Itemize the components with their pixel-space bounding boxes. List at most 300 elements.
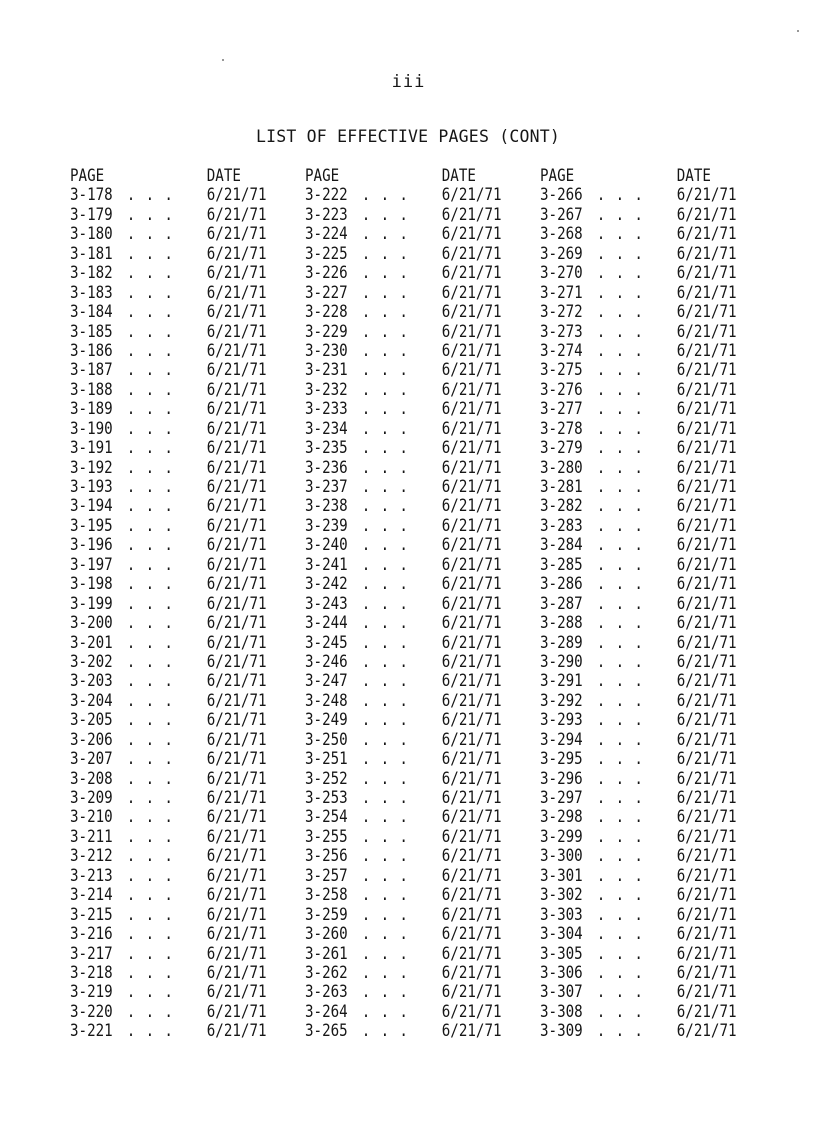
date-cell: 6/21/71 <box>441 554 502 574</box>
leader-dots: . . . <box>126 885 174 905</box>
effective-page-row <box>70 924 285 943</box>
effective-page-row <box>70 263 285 282</box>
date-cell: 6/21/71 <box>676 710 737 730</box>
page-number-cell: 3-257 <box>305 865 348 885</box>
page-number-cell: 3-307 <box>540 982 583 1002</box>
effective-page-row <box>305 691 520 710</box>
date-cell: 6/21/71 <box>441 613 502 633</box>
effective-page-row <box>70 438 285 457</box>
page-number-cell: 3-210 <box>70 807 113 827</box>
leader-dots: . . . <box>361 671 409 691</box>
page-number-cell: 3-216 <box>70 924 113 944</box>
page-number-cell: 3-228 <box>305 302 348 322</box>
date-cell: 6/21/71 <box>676 593 737 613</box>
effective-page-row <box>305 866 520 885</box>
effective-page-row <box>305 516 520 535</box>
page-number-cell: 3-248 <box>305 690 348 710</box>
effective-page-row <box>70 807 285 826</box>
date-cell: 6/21/71 <box>441 651 502 671</box>
page-number-cell: 3-308 <box>540 1001 583 1021</box>
page-number-cell: 3-243 <box>305 593 348 613</box>
leader-dots: . . . <box>361 360 409 380</box>
leader-dots: . . . <box>361 574 409 594</box>
leader-dots: . . . <box>361 807 409 827</box>
effective-page-row <box>305 749 520 768</box>
effective-page-row <box>70 691 285 710</box>
effective-page-row <box>540 341 755 360</box>
effective-page-row <box>70 827 285 846</box>
page-number-cell: 3-217 <box>70 943 113 963</box>
effective-page-row <box>70 185 285 204</box>
effective-page-row <box>540 749 755 768</box>
leader-dots: . . . <box>596 360 644 380</box>
page-number-cell: 3-223 <box>305 204 348 224</box>
date-cell: 6/21/71 <box>676 826 737 846</box>
effective-page-row <box>70 322 285 341</box>
leader-dots: . . . <box>596 768 644 788</box>
leader-dots: . . . <box>596 943 644 963</box>
leader-dots: . . . <box>361 651 409 671</box>
page-number-cell: 3-224 <box>305 224 348 244</box>
effective-page-row <box>540 905 755 924</box>
date-cell: 6/21/71 <box>206 574 267 594</box>
page-number-cell: 3-247 <box>305 671 348 691</box>
page-number-cell: 3-184 <box>70 302 113 322</box>
effective-page-row <box>305 341 520 360</box>
leader-dots: . . . <box>361 768 409 788</box>
leader-dots: . . . <box>126 321 174 341</box>
effective-page-row <box>70 885 285 904</box>
page-number-cell: 3-180 <box>70 224 113 244</box>
effective-page-row <box>540 691 755 710</box>
page-number-cell: 3-214 <box>70 885 113 905</box>
date-cell: 6/21/71 <box>441 924 502 944</box>
leader-dots: . . . <box>361 477 409 496</box>
leader-dots: . . . <box>361 263 409 283</box>
date-cell: 6/21/71 <box>441 904 502 924</box>
date-cell: 6/21/71 <box>441 593 502 613</box>
leader-dots: . . . <box>126 185 174 205</box>
effective-page-row <box>540 807 755 826</box>
effective-page-row <box>540 613 755 632</box>
page-number-cell: 3-233 <box>305 399 348 419</box>
effective-page-row <box>70 652 285 671</box>
column-rows <box>70 185 285 1040</box>
date-cell: 6/21/71 <box>676 729 737 749</box>
leader-dots: . . . <box>361 204 409 224</box>
page-number-cell: 3-296 <box>540 768 583 788</box>
effective-page-row <box>70 283 285 302</box>
effective-page-row <box>70 535 285 554</box>
effective-page-row <box>305 982 520 1001</box>
page-number-cell: 3-237 <box>305 477 348 496</box>
date-cell: 6/21/71 <box>676 1021 737 1041</box>
leader-dots: . . . <box>596 1021 644 1041</box>
date-cell: 6/21/71 <box>676 379 737 399</box>
date-cell: 6/21/71 <box>206 826 267 846</box>
date-cell: 6/21/71 <box>676 962 737 982</box>
document-title: LIST OF EFFECTIVE PAGES (CONT) <box>256 127 561 146</box>
leader-dots: . . . <box>596 457 644 477</box>
page-number-cell: 3-264 <box>305 1001 348 1021</box>
page-number-cell: 3-280 <box>540 457 583 477</box>
effective-page-row <box>70 302 285 321</box>
date-cell: 6/21/71 <box>676 671 737 691</box>
leader-dots: . . . <box>126 846 174 866</box>
page-number-cell: 3-204 <box>70 690 113 710</box>
leader-dots: . . . <box>596 826 644 846</box>
effective-page-row <box>70 944 285 963</box>
page-number-cell: 3-221 <box>70 1021 113 1041</box>
page-number-cell: 3-259 <box>305 904 348 924</box>
page-number-cell: 3-249 <box>305 710 348 730</box>
effective-page-row <box>305 380 520 399</box>
date-cell: 6/21/71 <box>206 768 267 788</box>
page-number-cell: 3-287 <box>540 593 583 613</box>
leader-dots: . . . <box>126 418 174 438</box>
leader-dots: . . . <box>596 379 644 399</box>
effective-page-row <box>540 477 755 496</box>
leader-dots: . . . <box>596 185 644 205</box>
leader-dots: . . . <box>361 1001 409 1021</box>
page-number-cell: 3-191 <box>70 438 113 458</box>
page-number-cell: 3-285 <box>540 554 583 574</box>
leader-dots: . . . <box>361 1021 409 1041</box>
effective-page-row <box>540 885 755 904</box>
leader-dots: . . . <box>596 904 644 924</box>
date-cell: 6/21/71 <box>676 243 737 263</box>
leader-dots: . . . <box>596 1001 644 1021</box>
page-number-cell: 3-300 <box>540 846 583 866</box>
effective-page-row <box>305 438 520 457</box>
page-number-cell: 3-274 <box>540 340 583 360</box>
effective-page-row <box>305 905 520 924</box>
date-cell: 6/21/71 <box>676 477 737 496</box>
date-cell: 6/21/71 <box>206 613 267 633</box>
effective-page-row <box>305 633 520 652</box>
date-cell: 6/21/71 <box>441 224 502 244</box>
leader-dots: . . . <box>596 788 644 807</box>
page-number-cell: 3-239 <box>305 515 348 535</box>
effective-page-row <box>305 419 520 438</box>
leader-dots: . . . <box>596 535 644 555</box>
effective-page-row <box>540 846 755 865</box>
effective-page-row <box>305 360 520 379</box>
effective-page-row <box>305 885 520 904</box>
effective-page-row <box>70 982 285 1001</box>
page-number-cell: 3-192 <box>70 457 113 477</box>
page-number-cell: 3-227 <box>305 282 348 302</box>
leader-dots: . . . <box>361 399 409 419</box>
leader-dots: . . . <box>126 302 174 322</box>
effective-page-row <box>540 866 755 885</box>
page-number-cell: 3-194 <box>70 496 113 516</box>
effective-page-row <box>540 963 755 982</box>
leader-dots: . . . <box>361 496 409 516</box>
leader-dots: . . . <box>361 943 409 963</box>
date-cell: 6/21/71 <box>441 768 502 788</box>
date-cell: 6/21/71 <box>441 515 502 535</box>
leader-dots: . . . <box>596 321 644 341</box>
page-number-cell: 3-303 <box>540 904 583 924</box>
date-cell: 6/21/71 <box>676 360 737 380</box>
page-number-cell: 3-276 <box>540 379 583 399</box>
effective-page-row <box>305 924 520 943</box>
effective-page-row <box>305 283 520 302</box>
date-cell: 6/21/71 <box>206 379 267 399</box>
page-number-cell: 3-181 <box>70 243 113 263</box>
leader-dots: . . . <box>361 243 409 263</box>
leader-dots: . . . <box>361 749 409 769</box>
date-header: DATE <box>441 166 476 185</box>
effective-page-row <box>540 322 755 341</box>
effective-page-row <box>70 244 285 263</box>
page-number-cell: 3-222 <box>305 185 348 205</box>
date-cell: 6/21/71 <box>441 729 502 749</box>
effective-page-row <box>540 982 755 1001</box>
date-cell: 6/21/71 <box>206 340 267 360</box>
page-number-cell: 3-278 <box>540 418 583 438</box>
leader-dots: . . . <box>361 438 409 458</box>
date-cell: 6/21/71 <box>206 1021 267 1041</box>
leader-dots: . . . <box>596 962 644 982</box>
page-number-cell: 3-197 <box>70 554 113 574</box>
date-cell: 6/21/71 <box>676 399 737 419</box>
date-cell: 6/21/71 <box>676 632 737 652</box>
date-cell: 6/21/71 <box>441 438 502 458</box>
date-cell: 6/21/71 <box>206 360 267 380</box>
effective-page-row <box>70 594 285 613</box>
date-cell: 6/21/71 <box>676 224 737 244</box>
page-number-cell: 3-254 <box>305 807 348 827</box>
effective-page-row <box>305 827 520 846</box>
date-cell: 6/21/71 <box>441 749 502 769</box>
effective-page-row <box>540 380 755 399</box>
page-number-cell: 3-201 <box>70 632 113 652</box>
effective-page-row <box>305 1002 520 1021</box>
leader-dots: . . . <box>596 263 644 283</box>
date-cell: 6/21/71 <box>441 457 502 477</box>
page-number-cell: 3-263 <box>305 982 348 1002</box>
effective-page-row <box>305 263 520 282</box>
leader-dots: . . . <box>596 632 644 652</box>
date-cell: 6/21/71 <box>676 515 737 535</box>
leader-dots: . . . <box>596 574 644 594</box>
date-cell: 6/21/71 <box>441 846 502 866</box>
date-cell: 6/21/71 <box>206 632 267 652</box>
date-cell: 6/21/71 <box>441 204 502 224</box>
page-number-cell: 3-304 <box>540 924 583 944</box>
scan-speck <box>222 59 224 61</box>
date-cell: 6/21/71 <box>206 302 267 322</box>
date-cell: 6/21/71 <box>206 457 267 477</box>
leader-dots: . . . <box>126 535 174 555</box>
leader-dots: . . . <box>361 885 409 905</box>
page-number-cell: 3-186 <box>70 340 113 360</box>
leader-dots: . . . <box>126 457 174 477</box>
page-number-cell: 3-288 <box>540 613 583 633</box>
date-cell: 6/21/71 <box>206 962 267 982</box>
date-cell: 6/21/71 <box>206 924 267 944</box>
page-number-cell: 3-195 <box>70 515 113 535</box>
effective-page-row <box>305 807 520 826</box>
date-cell: 6/21/71 <box>441 788 502 807</box>
date-cell: 6/21/71 <box>676 982 737 1002</box>
page-header: PAGE <box>70 166 105 185</box>
page-number-cell: 3-212 <box>70 846 113 866</box>
page-number-cell: 3-291 <box>540 671 583 691</box>
date-cell: 6/21/71 <box>206 282 267 302</box>
column-header <box>540 166 755 185</box>
leader-dots: . . . <box>126 360 174 380</box>
leader-dots: . . . <box>126 496 174 516</box>
date-cell: 6/21/71 <box>206 496 267 516</box>
date-cell: 6/21/71 <box>441 282 502 302</box>
effective-page-row <box>540 594 755 613</box>
leader-dots: . . . <box>126 690 174 710</box>
leader-dots: . . . <box>126 574 174 594</box>
effective-page-row <box>70 846 285 865</box>
effective-page-row <box>540 516 755 535</box>
date-cell: 6/21/71 <box>676 807 737 827</box>
page-number-cell: 3-206 <box>70 729 113 749</box>
page-number-cell: 3-309 <box>540 1021 583 1041</box>
leader-dots: . . . <box>361 690 409 710</box>
effective-page-row <box>540 458 755 477</box>
date-cell: 6/21/71 <box>206 982 267 1002</box>
date-cell: 6/21/71 <box>676 1001 737 1021</box>
effective-page-row <box>540 769 755 788</box>
effective-page-row <box>540 244 755 263</box>
effective-page-row <box>540 438 755 457</box>
effective-page-row <box>70 496 285 515</box>
leader-dots: . . . <box>361 904 409 924</box>
effective-page-row <box>305 710 520 729</box>
effective-page-row <box>70 477 285 496</box>
page-number-cell: 3-244 <box>305 613 348 633</box>
date-cell: 6/21/71 <box>206 904 267 924</box>
page-number-cell: 3-265 <box>305 1021 348 1041</box>
leader-dots: . . . <box>126 943 174 963</box>
date-cell: 6/21/71 <box>441 340 502 360</box>
page-number-cell: 3-251 <box>305 749 348 769</box>
effective-page-row <box>70 399 285 418</box>
effective-page-row <box>305 671 520 690</box>
date-cell: 6/21/71 <box>206 865 267 885</box>
effective-page-row <box>540 360 755 379</box>
leader-dots: . . . <box>361 962 409 982</box>
leader-dots: . . . <box>596 613 644 633</box>
effective-page-row <box>540 399 755 418</box>
date-cell: 6/21/71 <box>206 846 267 866</box>
page-number-cell: 3-293 <box>540 710 583 730</box>
page-number-cell: 3-188 <box>70 379 113 399</box>
leader-dots: . . . <box>361 185 409 205</box>
page-number-cell: 3-211 <box>70 826 113 846</box>
page-number-cell: 3-200 <box>70 613 113 633</box>
effective-page-row <box>305 1021 520 1040</box>
leader-dots: . . . <box>126 1021 174 1041</box>
page-number-cell: 3-230 <box>305 340 348 360</box>
page-header: PAGE <box>305 166 340 185</box>
date-cell: 6/21/71 <box>441 807 502 827</box>
leader-dots: . . . <box>126 788 174 807</box>
leader-dots: . . . <box>126 924 174 944</box>
effective-page-row <box>70 633 285 652</box>
page-number-cell: 3-279 <box>540 438 583 458</box>
effective-page-row <box>305 224 520 243</box>
effective-page-row <box>305 185 520 204</box>
effective-page-row <box>70 224 285 243</box>
page-number-cell: 3-267 <box>540 204 583 224</box>
page-number-cell: 3-284 <box>540 535 583 555</box>
effective-page-row <box>540 730 755 749</box>
effective-page-row <box>305 555 520 574</box>
date-cell: 6/21/71 <box>206 593 267 613</box>
date-cell: 6/21/71 <box>206 535 267 555</box>
effective-page-row <box>70 710 285 729</box>
date-cell: 6/21/71 <box>676 846 737 866</box>
leader-dots: . . . <box>126 865 174 885</box>
date-cell: 6/21/71 <box>441 496 502 516</box>
leader-dots: . . . <box>126 204 174 224</box>
effective-page-row <box>305 574 520 593</box>
date-cell: 6/21/71 <box>676 768 737 788</box>
page-header: PAGE <box>540 166 575 185</box>
date-cell: 6/21/71 <box>441 399 502 419</box>
leader-dots: . . . <box>596 982 644 1002</box>
date-cell: 6/21/71 <box>676 904 737 924</box>
leader-dots: . . . <box>126 651 174 671</box>
page-number-cell: 3-220 <box>70 1001 113 1021</box>
leader-dots: . . . <box>361 515 409 535</box>
effective-page-row <box>540 535 755 554</box>
effective-page-row <box>70 1002 285 1021</box>
date-cell: 6/21/71 <box>441 962 502 982</box>
effective-page-row <box>70 788 285 807</box>
effective-page-row <box>305 788 520 807</box>
page-number-cell: 3-277 <box>540 399 583 419</box>
date-cell: 6/21/71 <box>206 1001 267 1021</box>
leader-dots: . . . <box>126 243 174 263</box>
leader-dots: . . . <box>596 865 644 885</box>
leader-dots: . . . <box>361 632 409 652</box>
leader-dots: . . . <box>361 613 409 633</box>
page-number-cell: 3-193 <box>70 477 113 496</box>
date-cell: 6/21/71 <box>676 457 737 477</box>
leader-dots: . . . <box>361 224 409 244</box>
page-number-cell: 3-218 <box>70 962 113 982</box>
leader-dots: . . . <box>596 340 644 360</box>
leader-dots: . . . <box>596 243 644 263</box>
page-number-cell: 3-270 <box>540 263 583 283</box>
date-cell: 6/21/71 <box>676 788 737 807</box>
page-number-cell: 3-189 <box>70 399 113 419</box>
leader-dots: . . . <box>361 865 409 885</box>
date-cell: 6/21/71 <box>206 204 267 224</box>
date-cell: 6/21/71 <box>441 885 502 905</box>
leader-dots: . . . <box>361 982 409 1002</box>
effective-page-row <box>305 963 520 982</box>
leader-dots: . . . <box>361 418 409 438</box>
leader-dots: . . . <box>596 418 644 438</box>
page-number-cell: 3-209 <box>70 788 113 807</box>
date-header: DATE <box>676 166 711 185</box>
page-number-cell: 3-306 <box>540 962 583 982</box>
page-number-cell: 3-190 <box>70 418 113 438</box>
effective-page-row <box>305 322 520 341</box>
date-cell: 6/21/71 <box>206 477 267 496</box>
